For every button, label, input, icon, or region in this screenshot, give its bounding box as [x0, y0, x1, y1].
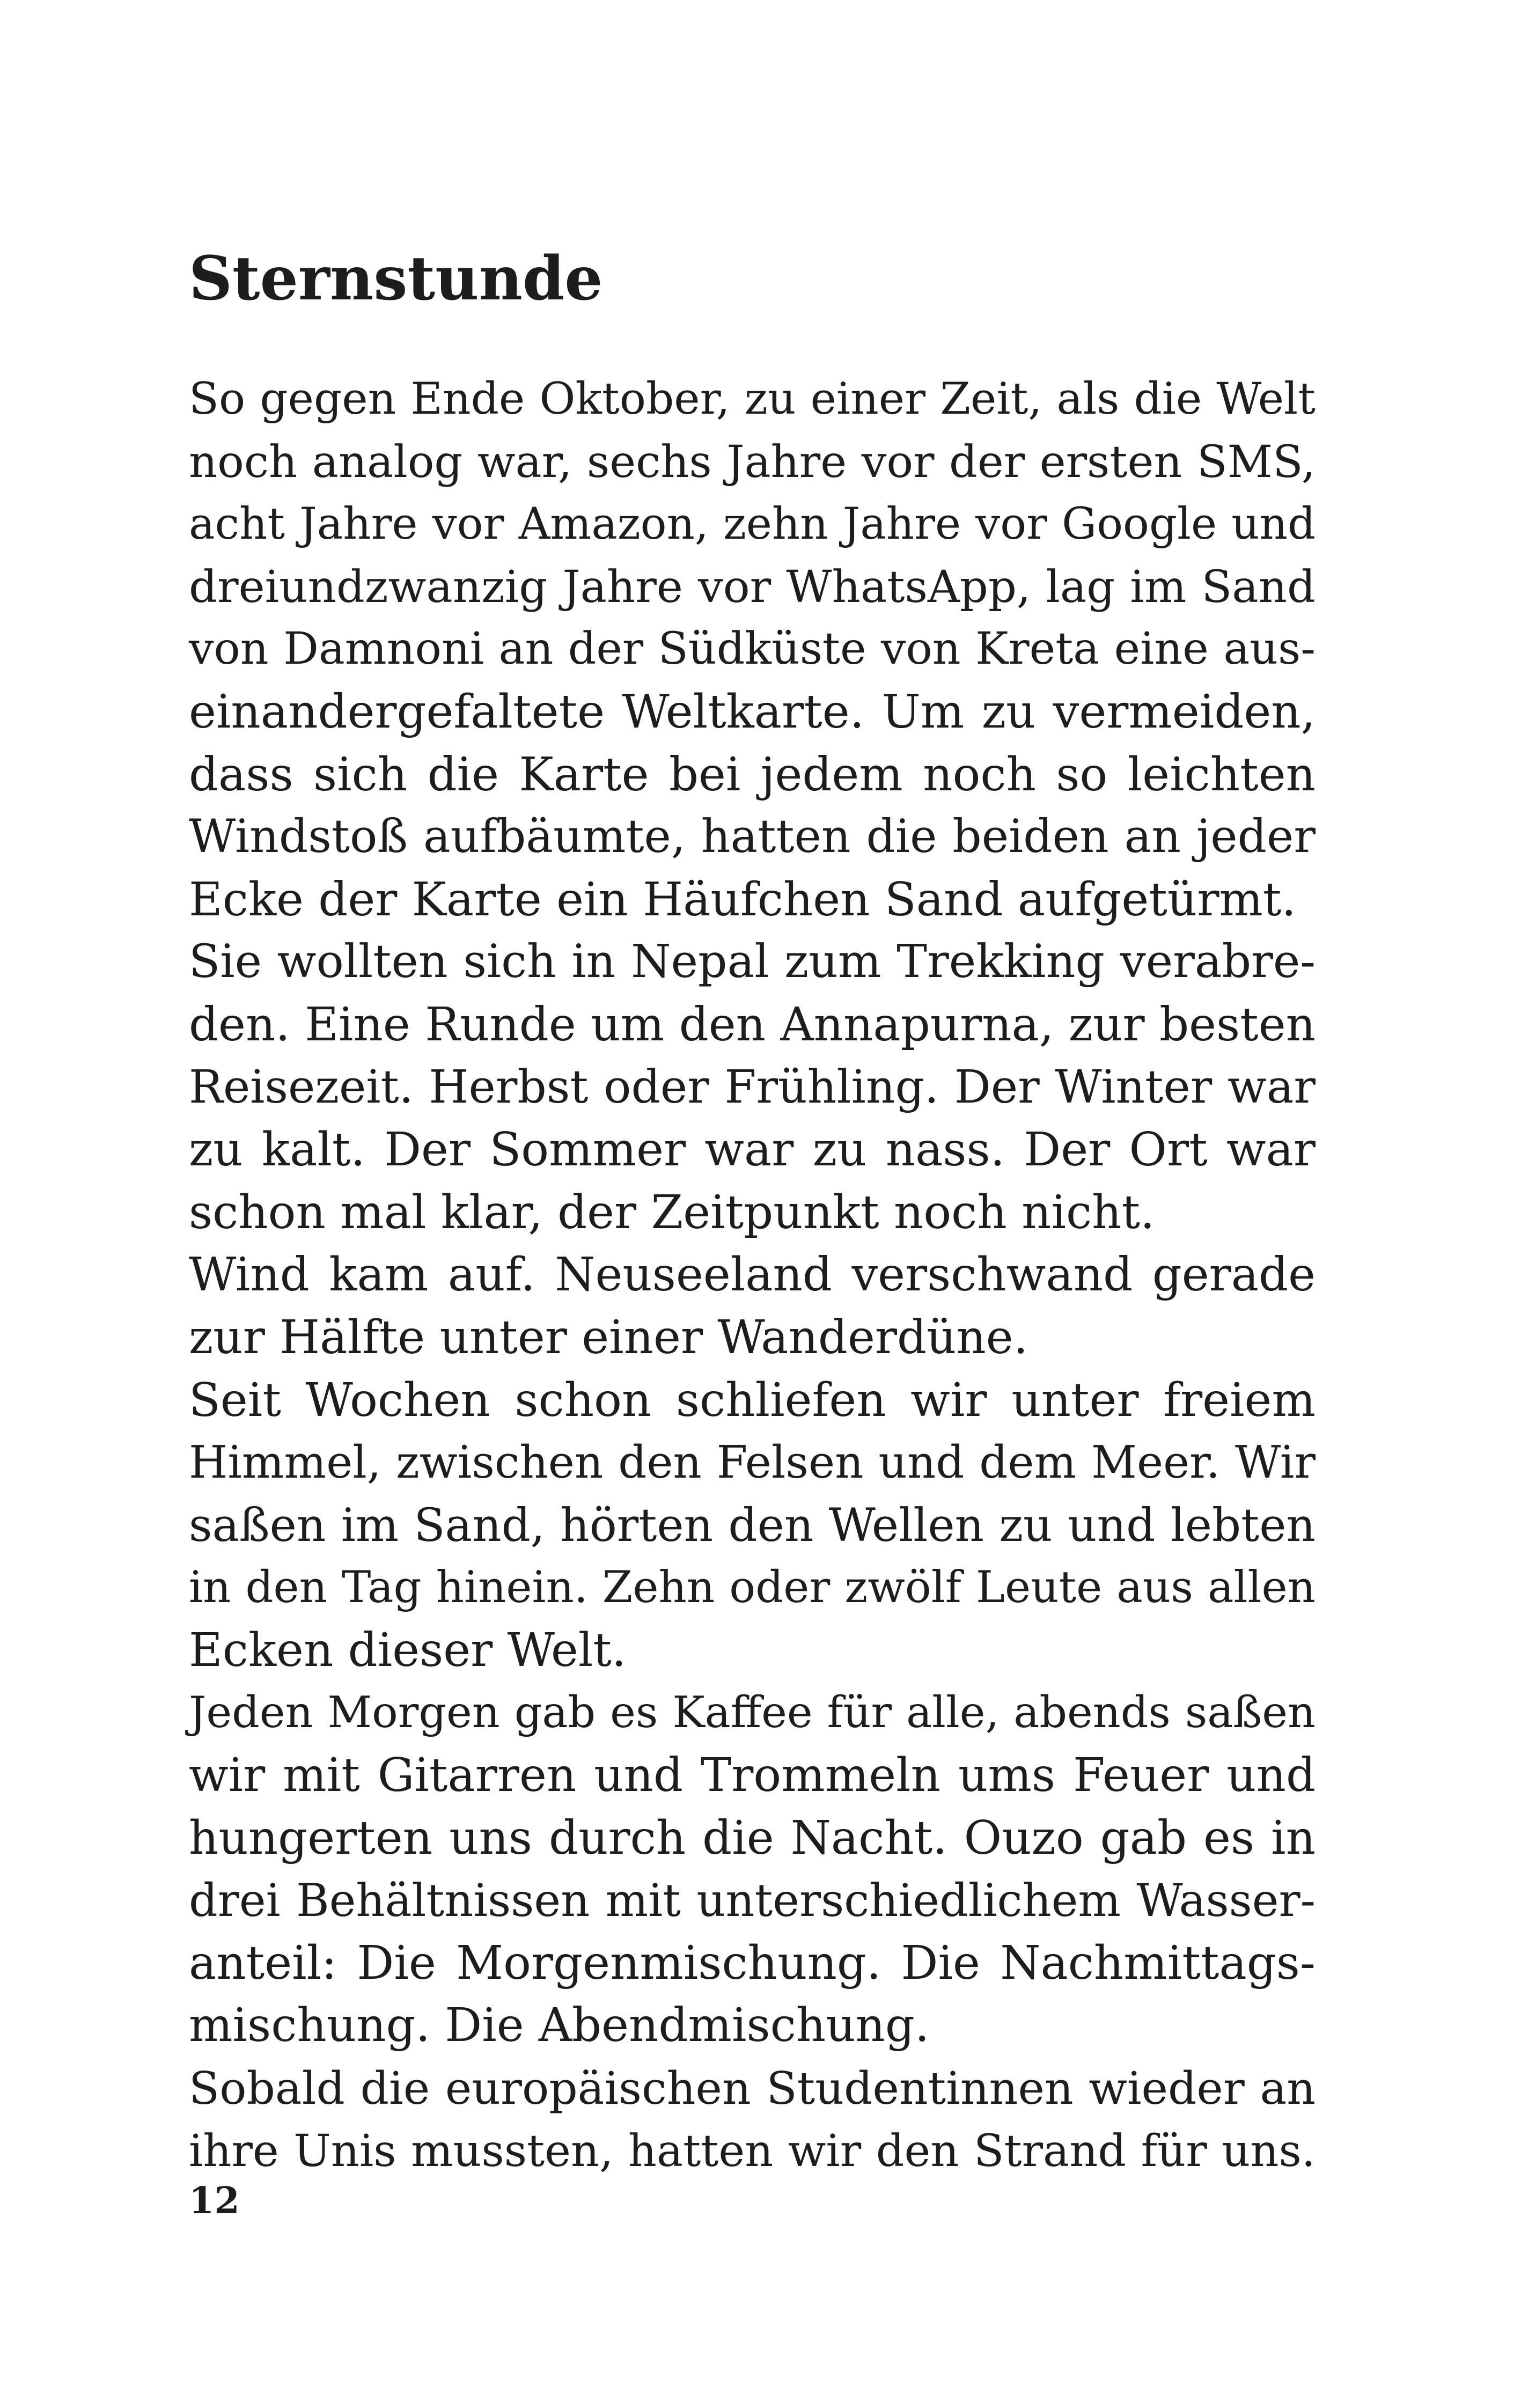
text-line: Windstoß aufbäumte, hatten die beiden an jeder [189, 810, 1316, 864]
page-number: 12 [189, 2179, 240, 2222]
text-line: Sobald die europäischen Studentinnen wieder an [189, 2062, 1316, 2115]
text-line: wir mit Gitarren und Trommeln ums Feuer und [189, 1749, 1316, 1803]
text-line: schon mal klar, der Zeitpunkt noch nicht. [189, 1185, 1155, 1239]
chapter-title: Sternstunde [189, 244, 603, 314]
text-line: dass sich die Karte bei jedem noch so leichten [189, 747, 1316, 802]
text-line: in den Tag hinein. Zehn oder zwölf Leute aus allen [189, 1562, 1316, 1613]
text-line: Sie wollten sich in Nepal zum Trekking verabre- [189, 935, 1316, 989]
text-line: einandergefaltete Weltkarte. Um zu vermeiden, [189, 685, 1316, 739]
text-line: zu kalt. Der Sommer war zu nass. Der Ort war [189, 1123, 1316, 1177]
text-line: Jeden Morgen gab es Kaffee für alle, abends saßen [189, 1687, 1316, 1738]
body-text [189, 368, 1316, 2182]
text-line: drei Behältnissen mit unterschiedlichem Wasser- [189, 1874, 1316, 1927]
text-line: Himmel, zwischen den Felsen und dem Meer. Wir [189, 1436, 1316, 1489]
text-line: So gegen Ende Oktober, zu einer Zeit, als die Welt [189, 373, 1316, 424]
text-line: Ecken dieser Welt. [189, 1623, 627, 1677]
text-line: Reisezeit. Herbst oder Frühling. Der Winter war [189, 1060, 1316, 1114]
text-line: saßen im Sand, hörten den Wellen zu und lebten [189, 1498, 1316, 1552]
text-line: den. Eine Runde um den Annapurna, zur besten [189, 997, 1316, 1052]
text-line: mischung. Die Abendmischung. [189, 1999, 930, 2053]
text-line: Wind kam auf. Neuseeland verschwand gerade [189, 1248, 1316, 1302]
text-line: hungerten uns durch die Nacht. Ouzo gab es in [189, 1811, 1316, 1865]
text-line: noch analog war, sechs Jahre vor der ersten SMS, [189, 436, 1316, 488]
text-line: Ecke der Karte ein Häufchen Sand aufgetürmt. [189, 872, 1296, 927]
text-line: zur Hälfte unter einer Wanderdüne. [189, 1310, 1028, 1364]
text-line: von Damnoni an der Südküste von Kreta eine aus- [189, 623, 1316, 675]
text-line: acht Jahre vor Amazon, zehn Jahre vor Google und [189, 499, 1316, 550]
text-line: dreiundzwanzig Jahre vor WhatsApp, lag im Sand [189, 560, 1316, 613]
text-line: Seit Wochen schon schliefen wir unter freiem [189, 1373, 1316, 1427]
text-line: anteil: Die Morgenmischung. Die Nachmittags- [189, 1936, 1316, 1990]
text-line: ihre Unis mussten, hatten wir den Strand für uns. [189, 2125, 1316, 2177]
